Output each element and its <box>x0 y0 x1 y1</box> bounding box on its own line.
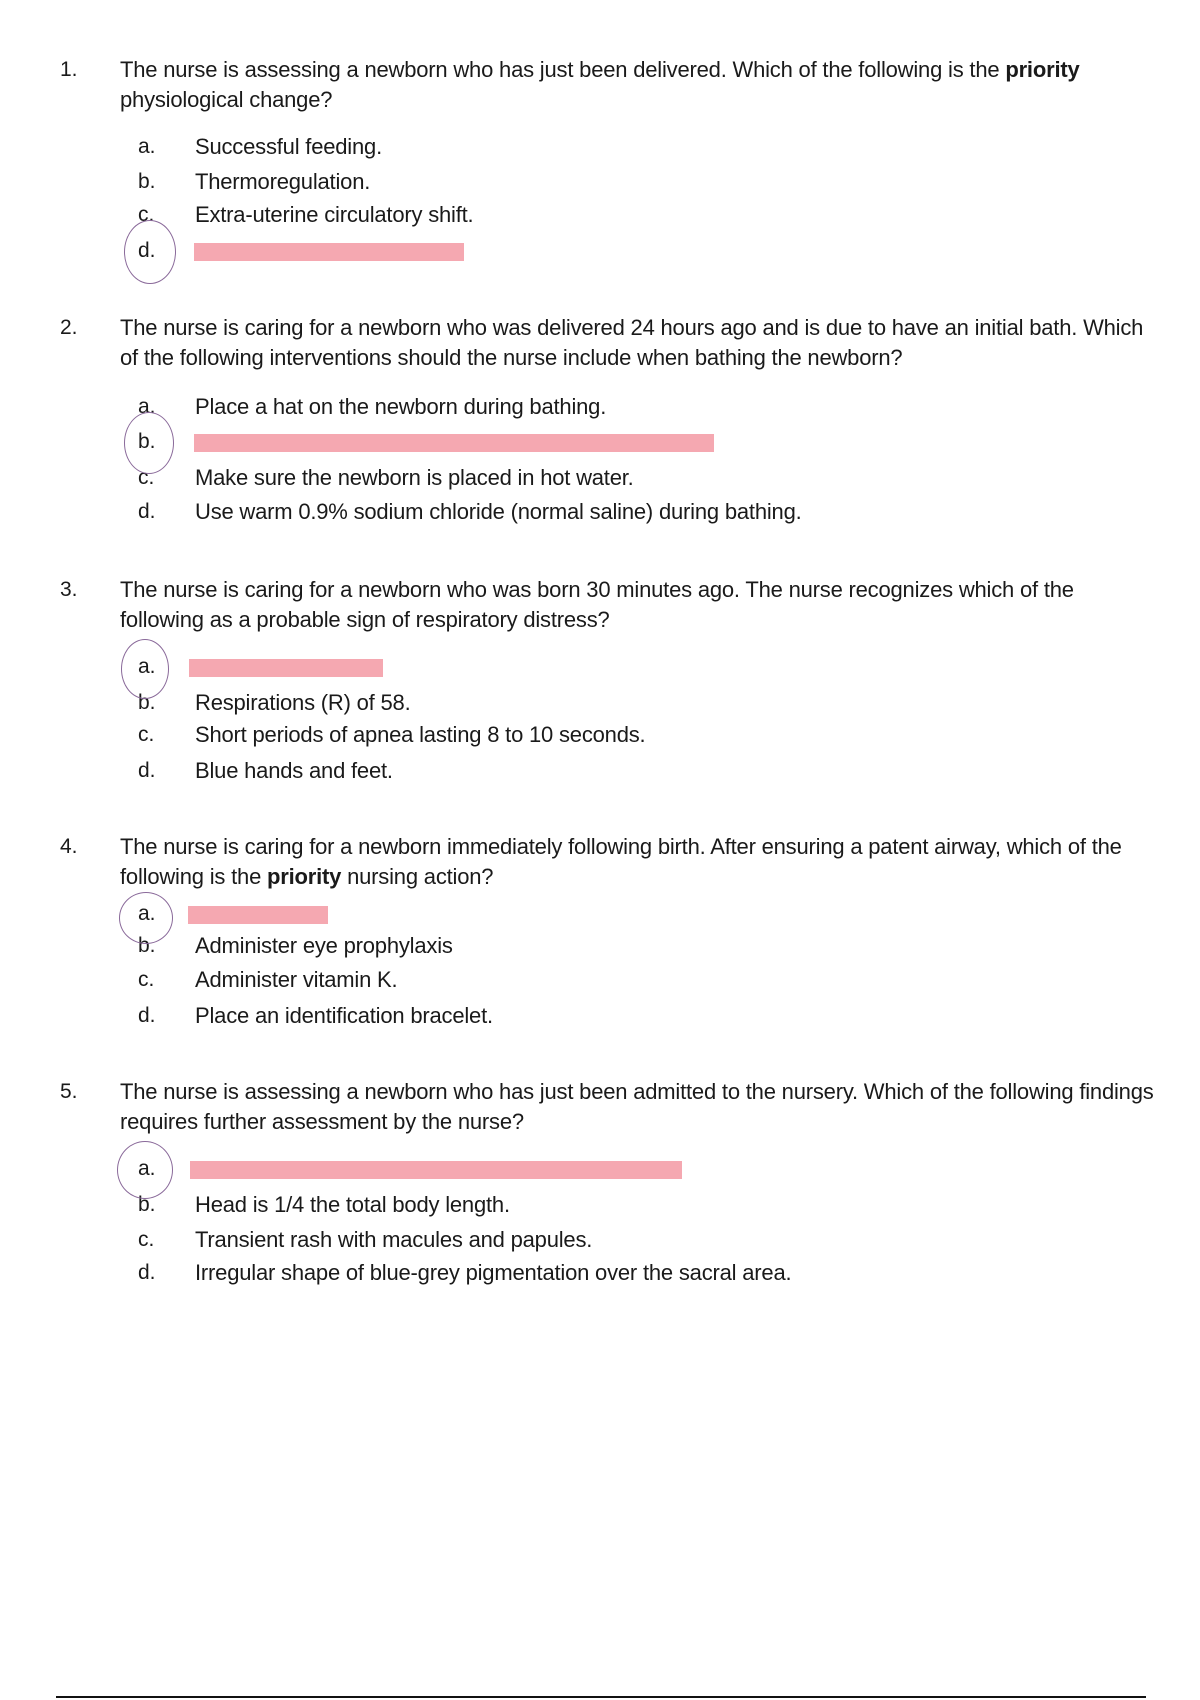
redaction-bar <box>189 659 383 677</box>
question-number: 3. <box>60 578 78 601</box>
option-5a[interactable]: a. <box>0 1152 1200 1186</box>
option-4b[interactable]: b. Administer eye prophylaxis <box>138 933 453 958</box>
emphasis-priority: priority <box>267 864 342 889</box>
redaction-bar <box>194 434 714 452</box>
question-number: 4. <box>60 835 78 858</box>
question-number: 2. <box>60 316 78 339</box>
question-number: 5. <box>60 1080 78 1103</box>
option-1b[interactable]: b. Thermoregulation. <box>138 169 371 194</box>
option-3a[interactable]: a. <box>0 650 1200 684</box>
redaction-bar <box>190 1161 682 1179</box>
option-2c[interactable]: c. Make sure the newborn is placed in hot water. <box>138 465 634 490</box>
option-5b[interactable]: b. Head is 1/4 the total body length. <box>138 1192 510 1217</box>
question-text: The nurse is caring for a newborn who was born 30 minutes ago. The nurse recognizes which of the following as a probable sign of respiratory distress? <box>120 577 1074 632</box>
option-3d[interactable]: d. Blue hands and feet. <box>138 758 393 783</box>
question-text: The nurse is assessing a newborn who has just been delivered. Which of the following is the priority physiological change? <box>120 57 1080 112</box>
emphasis-priority: priority <box>1005 57 1080 82</box>
footer-rule <box>56 1696 1146 1698</box>
option-1c[interactable]: c. Extra-uterine circulatory shift. <box>138 202 474 227</box>
option-4d[interactable]: d. Place an identification bracelet. <box>138 1003 493 1028</box>
option-1d[interactable]: d. <box>0 234 1200 268</box>
question-text: The nurse is caring for a newborn who was delivered 24 hours ago and is due to have an initial bath. Which of the following interventions should the nurse include when bathing the newborn? <box>120 315 1144 370</box>
option-1a[interactable]: a. Successful feeding. <box>138 134 382 159</box>
option-4a[interactable]: a. <box>0 897 1200 931</box>
question-text: The nurse is caring for a newborn immediately following birth. After ensuring a patent airway, which of the following is the priority nursing action? <box>120 834 1122 889</box>
option-2d[interactable]: d. Use warm 0.9% sodium chloride (normal saline) during bathing. <box>138 499 802 524</box>
redaction-bar <box>194 243 464 261</box>
option-4c[interactable]: c. Administer vitamin K. <box>138 967 398 992</box>
option-2a[interactable]: a. Place a hat on the newborn during bathing. <box>138 394 607 419</box>
option-3c[interactable]: c. Short periods of apnea lasting 8 to 10 seconds. <box>138 722 646 747</box>
option-2b[interactable]: b. <box>0 425 1200 459</box>
option-3b[interactable]: b. Respirations (R) of 58. <box>138 690 411 715</box>
option-5d[interactable]: d. Irregular shape of blue-grey pigmentation over the sacral area. <box>138 1260 792 1285</box>
option-5c[interactable]: c. Transient rash with macules and papules. <box>138 1227 593 1252</box>
question-text: The nurse is assessing a newborn who has just been admitted to the nursery. Which of the following findings requires further assessment by the nurse? <box>120 1079 1154 1134</box>
question-number: 1. <box>60 58 78 81</box>
redaction-bar <box>188 906 328 924</box>
